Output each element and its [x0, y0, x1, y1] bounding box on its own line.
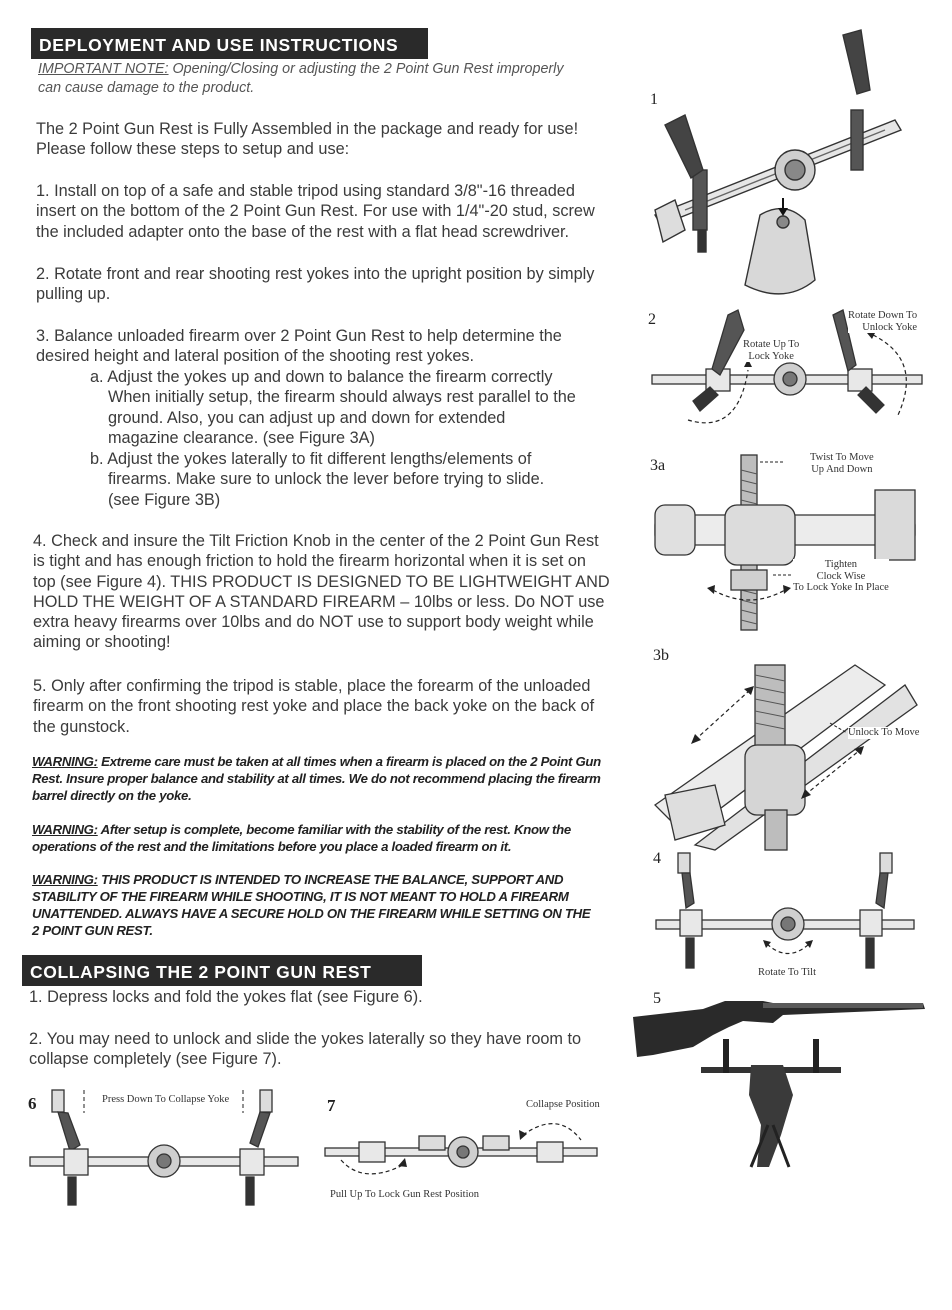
text-line: THIS PRODUCT IS INTENDED TO INCREASE THE BALANCE, SUPPORT AND [97, 872, 564, 887]
warning-3 [32, 871, 590, 939]
text-line: 5. Only after confirming the tripod is stable, place the forearm of the unloaded [33, 677, 591, 695]
text-line: a. Adjust the yokes up and down to balance the firearm correctly [90, 368, 553, 386]
step-4 [33, 531, 610, 653]
figure-7-caption-bottom: Pull Up To Lock Gun Rest Position [330, 1189, 479, 1200]
text-line: collapse completely (see Figure 7). [29, 1050, 282, 1069]
figure-2-caption-left [743, 339, 799, 362]
caption-line: Lock Yoke [748, 350, 794, 362]
figure-1-number: 1 [650, 91, 658, 108]
figure-6-number: 6 [28, 1094, 37, 1113]
collapsing-header [22, 955, 422, 986]
figure-3a-number: 3a [650, 457, 666, 474]
figure-3b-lateral-adjust-illustration [655, 645, 920, 850]
step-2 [36, 264, 594, 305]
text-line: STABILITY OF THE FIREARM WHILE SHOOTING, IT IS NOT MEANT TO HOLD A FIREARM [32, 889, 569, 904]
text-line: insert on the bottom of the 2 Point Gun Rest. For use with 1/4"-20 stud, screw [36, 202, 595, 221]
text-line: extra heavy firearms over 10lbs and do NOT use to support body weight while [33, 613, 594, 632]
text-line: 1. Install on top of a safe and stable tripod using standard 3/8"-16 threaded [36, 182, 575, 200]
text-line: operations of the rest and the limitations before you place a loaded firearm on it. [32, 839, 512, 854]
deployment-header-text: DEPLOYMENT AND USE INSTRUCTIONS [39, 35, 399, 55]
important-note-label: IMPORTANT NOTE: [38, 61, 169, 77]
figure-7-caption-top: Collapse Position [526, 1099, 600, 1110]
text-line: (see Figure 3B) [108, 490, 221, 509]
text-line: pulling up. [36, 285, 111, 304]
text-line: the included adapter onto the base of the rest with a flat head screwdriver. [36, 222, 570, 241]
intro-paragraph [36, 119, 578, 160]
collapse-step-1 [29, 987, 423, 1007]
warning-1 [32, 753, 601, 804]
text-line: aiming or shooting! [33, 633, 171, 652]
figure-6-caption: Press Down To Collapse Yoke [102, 1094, 230, 1105]
caption-line: To Lock Yoke In Place [793, 582, 889, 593]
text-line: firearms. Make sure to unlock the lever before trying to slide. [108, 470, 545, 489]
important-note-text-2: can cause damage to the product. [38, 80, 255, 96]
text-line: The 2 Point Gun Rest is Fully Assembled in the package and ready for use! [36, 120, 579, 138]
figure-4-tilt-illustration [652, 848, 920, 978]
figure-4-caption: Rotate To Tilt [758, 967, 817, 978]
figure-7-collapse-position-illustration [323, 1110, 603, 1190]
warning-label: WARNING: [32, 754, 98, 769]
step-3b [90, 449, 544, 510]
figure-3b-number: 3b [653, 647, 669, 664]
text-line: top (see Figure 4). THIS PRODUCT IS DESIGNED TO BE LIGHTWEIGHT AND [33, 572, 610, 591]
figure-4-number: 4 [653, 850, 661, 867]
step-3 [36, 326, 562, 367]
collapse-step-2 [29, 1029, 581, 1070]
text-line: 2. You may need to unlock and slide the yokes laterally so they have room to [29, 1030, 582, 1048]
text-line: the gunstock. [33, 717, 130, 736]
text-line: Rest. Insure proper balance and stability at all times. We do not recommend placing the firearm [32, 771, 601, 786]
figure-5-rifle-photo [633, 995, 925, 1167]
text-line: HOLD THE WEIGHT OF A STANDARD FIREARM – 10lbs or less. Do NOT use [33, 592, 605, 611]
text-line: Extreme care must be taken at all times when a firearm is placed on the 2 Point Gun [97, 754, 601, 769]
text-line: 1. Depress locks and fold the yokes flat (see Figure 6). [29, 988, 423, 1006]
text-line: When initially setup, the firearm should always rest parallel to the [108, 388, 576, 407]
caption-line: Rotate Down To [848, 310, 918, 321]
text-line: desired height and lateral position of the shooting rest yokes. [36, 347, 475, 366]
caption-line: Up And Down [811, 463, 873, 475]
collapsing-header-text: COLLAPSING THE 2 POINT GUN REST [30, 962, 372, 982]
warning-label: WARNING: [32, 872, 98, 887]
figure-1-gun-rest-illustration [645, 30, 915, 300]
caption-line: Unlock Yoke [862, 321, 918, 333]
text-line: ground. Also, you can adjust up and down for extended [108, 408, 506, 427]
figure-7-number: 7 [327, 1096, 336, 1115]
step-3a [90, 367, 576, 448]
figure-3a-caption-bottom [793, 559, 889, 594]
figure-3a-height-adjust-illustration [655, 450, 920, 635]
step-5 [33, 676, 594, 737]
caption-line: Rotate Up To [743, 339, 800, 350]
warning-2 [32, 821, 571, 855]
text-line: Please follow these steps to setup and use: [36, 140, 350, 159]
important-note-text: Opening/Closing or adjusting the 2 Point Gun Rest improperly [168, 61, 564, 77]
text-line: 4. Check and insure the Tilt Friction Knob in the center of the 2 Point Gun Rest [33, 532, 599, 550]
figure-2-number: 2 [648, 311, 656, 328]
deployment-header [31, 28, 428, 59]
warning-label: WARNING: [32, 822, 98, 837]
caption-line: Tighten [824, 559, 858, 570]
text-line: barrel directly on the yoke. [32, 788, 192, 803]
important-note [38, 60, 564, 98]
text-line: 2 POINT GUN REST. [32, 923, 153, 938]
caption-line: Clock Wise [816, 570, 866, 582]
figure-3a-caption-top [810, 452, 874, 475]
text-line: 3. Balance unloaded firearm over 2 Point Gun Rest to help determine the [36, 327, 562, 345]
figure-3b-caption: Unlock To Move [848, 727, 920, 738]
step-1 [36, 181, 595, 242]
text-line: firearm on the front shooting rest yoke and place the back yoke on the back of [33, 697, 595, 716]
text-line: is tight and has enough friction to hold the firearm horizontal when it is set on [33, 552, 586, 571]
figure-5-number: 5 [653, 990, 661, 1007]
text-line: 2. Rotate front and rear shooting rest yokes into the upright position by simply [36, 265, 595, 283]
figure-2-caption-right [848, 310, 917, 333]
text-line: After setup is complete, become familiar with the stability of the rest. Know the [97, 822, 571, 837]
caption-line: Twist To Move [810, 452, 874, 463]
text-line: UNATTENDED. ALWAYS HAVE A SECURE HOLD ON THE FIREARM WHILE SETTING ON THE [32, 906, 591, 921]
text-line: b. Adjust the yokes laterally to fit different lengths/elements of [90, 450, 532, 468]
text-line: magazine clearance. (see Figure 3A) [108, 428, 375, 447]
